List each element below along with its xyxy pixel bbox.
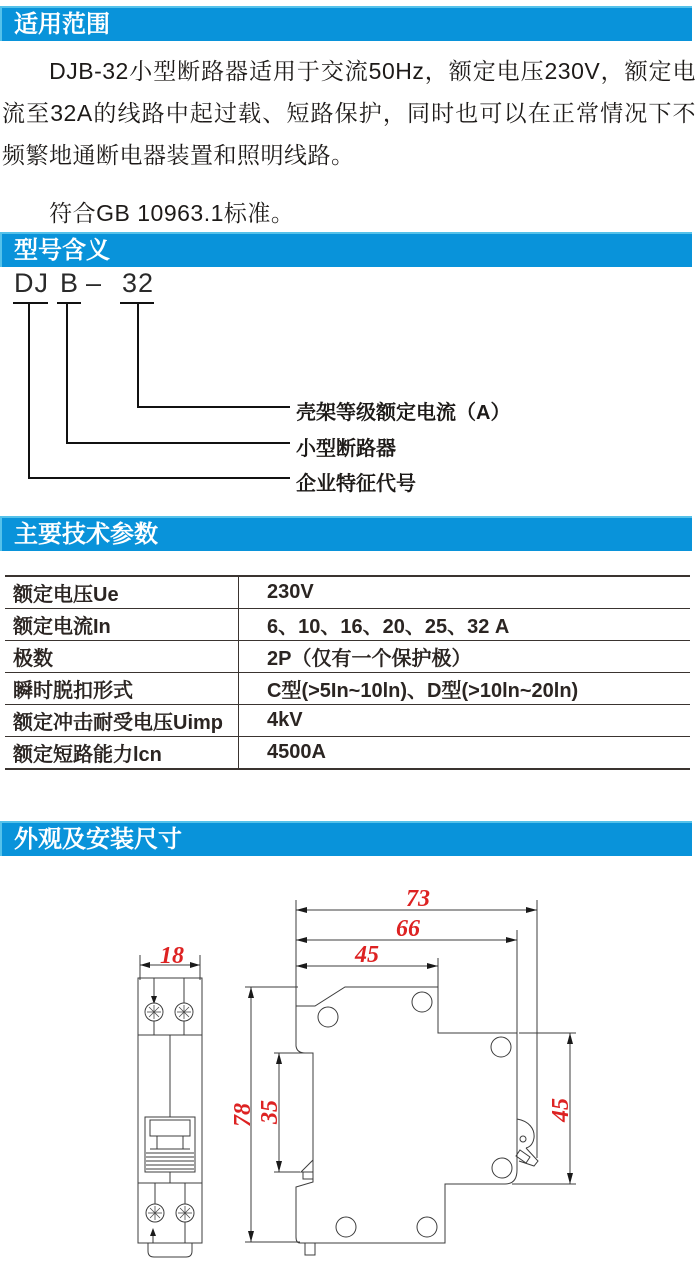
param-label: 额定电压Ue (13, 584, 119, 606)
screw-top-left (145, 1003, 163, 1021)
param-label: 瞬时脱扣形式 (13, 680, 133, 702)
connector-vertical-dj (28, 303, 30, 479)
spec-table (5, 575, 690, 770)
connector-horizontal-32 (137, 406, 290, 408)
dim-front-width: 18 (160, 943, 184, 969)
table-row (5, 641, 690, 673)
model-code-32: 32 (122, 268, 155, 298)
table-row (5, 577, 690, 609)
hole (492, 1158, 512, 1178)
param-value: 6、10、16、20、25、32 A (238, 609, 690, 640)
connector-horizontal-dj (28, 477, 290, 479)
param-value: 230V (238, 577, 690, 608)
screw-bottom-right (176, 1204, 194, 1222)
hole (491, 1037, 511, 1057)
side-bottom-tab (305, 1243, 315, 1255)
front-bottom-tab (148, 1243, 192, 1257)
section-header-params (0, 516, 692, 551)
section-header-dimensions (0, 821, 692, 856)
scope-standard-note: 符合GB 10963.1标准。 (49, 200, 295, 226)
side-body-outline (296, 987, 517, 1243)
din-latch-triangle (301, 1160, 313, 1172)
connector-vertical-32 (137, 303, 139, 408)
scope-paragraph: DJB-32小型断路器适用于交流50Hz，额定电压230V，额定电流至32A的线路中起过载、短路保护，同时也可以在正常情况下不频繁地通断电器装置和照明线路。 (2, 58, 696, 168)
front-view (138, 943, 202, 1257)
underline-b (57, 302, 81, 304)
param-label: 额定冲击耐受电压Uimp (13, 712, 223, 734)
param-value: 4kV (238, 705, 690, 736)
model-label-mcb: 小型断路器 (296, 438, 396, 460)
dim-top-width: 73 (406, 886, 430, 912)
screw-top-right (175, 1003, 193, 1021)
dim-right-height: 45 (548, 1098, 574, 1122)
model-label-enterprise-code: 企业特征代号 (296, 473, 416, 495)
dim-height: 78 (230, 1103, 256, 1127)
underline-dj (13, 302, 48, 304)
hole (318, 1007, 338, 1027)
dim-upper-width: 45 (355, 942, 379, 968)
model-code-dash: – (86, 268, 103, 298)
model-code-dj: DJ (14, 268, 49, 298)
table-row (5, 609, 690, 641)
section-header-model (0, 232, 692, 267)
dim-din-slot: 35 (257, 1100, 283, 1124)
param-value: 2P（仅有一个保护极） (238, 641, 690, 672)
table-row (5, 737, 690, 768)
hole (412, 992, 432, 1012)
param-value: 4500A (238, 737, 690, 768)
param-label: 额定短路能力lcn (13, 744, 162, 766)
section-title-scope: 适用范围 (14, 11, 110, 38)
table-row (5, 673, 690, 705)
side-view (230, 886, 576, 1255)
hole (417, 1217, 437, 1237)
table-row (5, 705, 690, 737)
model-label-frame-current: 壳架等级额定电流（A） (296, 402, 511, 424)
section-title-params: 主要技术参数 (14, 521, 158, 548)
section-header-scope (0, 6, 692, 41)
dimension-drawing (0, 870, 700, 1265)
release-clip (516, 1119, 538, 1166)
hole (336, 1217, 356, 1237)
dim-mid-width: 66 (396, 916, 420, 942)
toggle-switch (145, 1117, 195, 1172)
section-title-model: 型号含义 (14, 237, 110, 264)
connector-vertical-b (66, 303, 68, 444)
model-code-b: B (60, 268, 80, 298)
param-label: 极数 (13, 648, 53, 670)
param-value: C型(>5In~10ln)、D型(>10ln~20ln) (238, 673, 690, 704)
screw-bottom-left (146, 1204, 164, 1222)
connector-horizontal-b (66, 442, 290, 444)
param-label: 额定电流In (13, 616, 111, 638)
section-title-dimensions: 外观及安装尺寸 (14, 826, 182, 853)
